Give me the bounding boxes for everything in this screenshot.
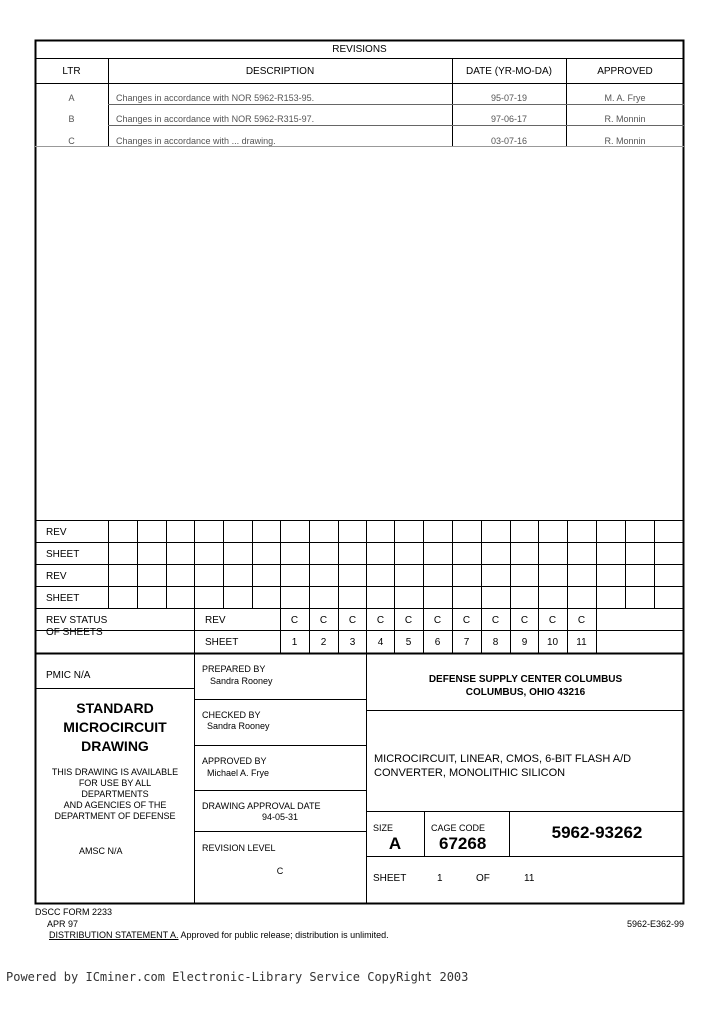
status-sheet-cell: 7 [463,637,470,648]
status-rev-cell: C [491,615,500,626]
pmic-label: PMIC N/A [46,670,91,681]
status-rev-cell: C [433,615,442,626]
status-rev-cell: C [348,615,357,626]
status-rev-cell: C [548,615,557,626]
prepared-by-label: PREPARED BY [202,664,266,674]
rev-row-approved: R. Monnin [604,114,646,124]
rev-row-description: Changes in accordance with ... drawing. [116,136,276,146]
rev-row-ltr: C [68,136,75,146]
status-sheet-cell: 10 [546,637,559,648]
distribution-text: Approved for public release; distribution is unlimited. [178,930,389,940]
checked-by-name: Sandra Rooney [207,721,270,731]
description-header: DESCRIPTION [245,66,315,77]
status-sheet-cell: 5 [405,637,412,648]
revision-level-label: REVISION LEVEL [202,843,276,853]
status-rev-cell: C [404,615,413,626]
rev-status-label: REV STATUS [46,615,108,626]
prepared-by-name: Sandra Rooney [210,676,273,686]
status-sheet-cell: 9 [521,637,528,648]
approval-date-value: 94-05-31 [261,812,299,822]
status-sheet-cell: 11 [576,637,587,648]
grid-sheet-label: SHEET [46,549,80,560]
rev-row-date: 95-07-19 [490,93,528,103]
status-rev-cell: C [376,615,385,626]
date-header: DATE (YR-MO-DA) [466,66,552,77]
form-date: APR 97 [47,919,79,929]
rev-row-date: 97-06-17 [490,114,528,124]
drawing-line: DRAWING [81,738,149,754]
form-number: DSCC FORM 2233 [35,907,113,917]
status-sheet-cell: 4 [377,637,384,648]
of-sheets-label: OF SHEETS [46,627,103,638]
availability-line: DEPARTMENT OF DEFENSE [54,811,176,821]
availability-line: DEPARTMENTS [81,789,149,799]
availability-line: THIS DRAWING IS AVAILABLE [51,767,179,777]
approved-by-name: Michael A. Frye [207,768,270,778]
status-sheet-cell: 8 [492,637,499,648]
availability-line: FOR USE BY ALL [78,778,152,788]
drawing-title-line: MICROCIRCUIT, LINEAR, CMOS, 6-BIT FLASH A/D [374,753,632,765]
sheet-total: 11 [524,873,535,884]
revisions-title: REVISIONS [332,44,387,55]
availability-line: AND AGENCIES OF THE [63,800,167,810]
agency-name: DEFENSE SUPPLY CENTER COLUMBUS [428,674,623,685]
agency-address: COLUMBUS, OHIO 43216 [465,687,586,698]
document-code: 5962-E362-99 [627,919,685,929]
rev-row-ltr: A [68,93,75,103]
distribution-statement [49,930,389,941]
microcircuit-line: MICROCIRCUIT [63,719,167,735]
ltr-header: LTR [62,66,81,77]
standard-line: STANDARD [76,700,154,716]
approval-date-label: DRAWING APPROVAL DATE [202,801,321,811]
drawing-title-line: CONVERTER, MONOLITHIC SILICON [374,767,566,779]
status-rev-cell: C [319,615,328,626]
approved-header: APPROVED [597,66,653,77]
watermark: Powered by ICminer.com Electronic-Library Service CopyRight 2003 [6,970,469,984]
status-rev-cell: C [290,615,299,626]
sheet-label: SHEET [373,873,407,884]
status-rev-label: REV [205,615,226,626]
grid-rev-label: REV [46,571,67,582]
status-sheet-cell: 3 [349,637,356,648]
status-sheet-cell: 1 [291,637,298,648]
rev-row-approved: R. Monnin [604,136,646,146]
rev-row-description: Changes in accordance with NOR 5962-R153-95. [116,93,315,103]
status-rev-cell: C [462,615,471,626]
checked-by-label: CHECKED BY [202,710,261,720]
approved-by-label: APPROVED BY [202,756,267,766]
drawing-number: 5962-93262 [551,823,643,842]
distribution-label: DISTRIBUTION STATEMENT A. [49,930,179,940]
rev-row-approved: M. A. Frye [604,93,646,103]
status-sheet-label: SHEET [205,637,239,648]
size-label: SIZE [373,823,394,833]
status-sheet-cell: 6 [434,637,441,648]
amsc-label: AMSC N/A [79,846,123,856]
rev-row-description: Changes in accordance with NOR 5962-R315-97. [116,114,315,124]
grid-rev-label: REV [46,527,67,538]
grid-sheet-label: SHEET [46,593,80,604]
size-value: A [388,834,402,853]
revision-level-value: C [276,866,284,876]
cage-code-value: 67268 [439,834,487,853]
sheet-number: 1 [437,873,443,884]
rev-row-ltr: B [68,114,75,124]
cage-code-label: CAGE CODE [431,823,486,833]
status-sheet-cell: 2 [320,637,327,648]
rev-row-date: 03-07-16 [490,136,528,146]
status-rev-cell: C [577,615,586,626]
sheet-of-label: OF [476,873,490,884]
status-rev-cell: C [520,615,529,626]
